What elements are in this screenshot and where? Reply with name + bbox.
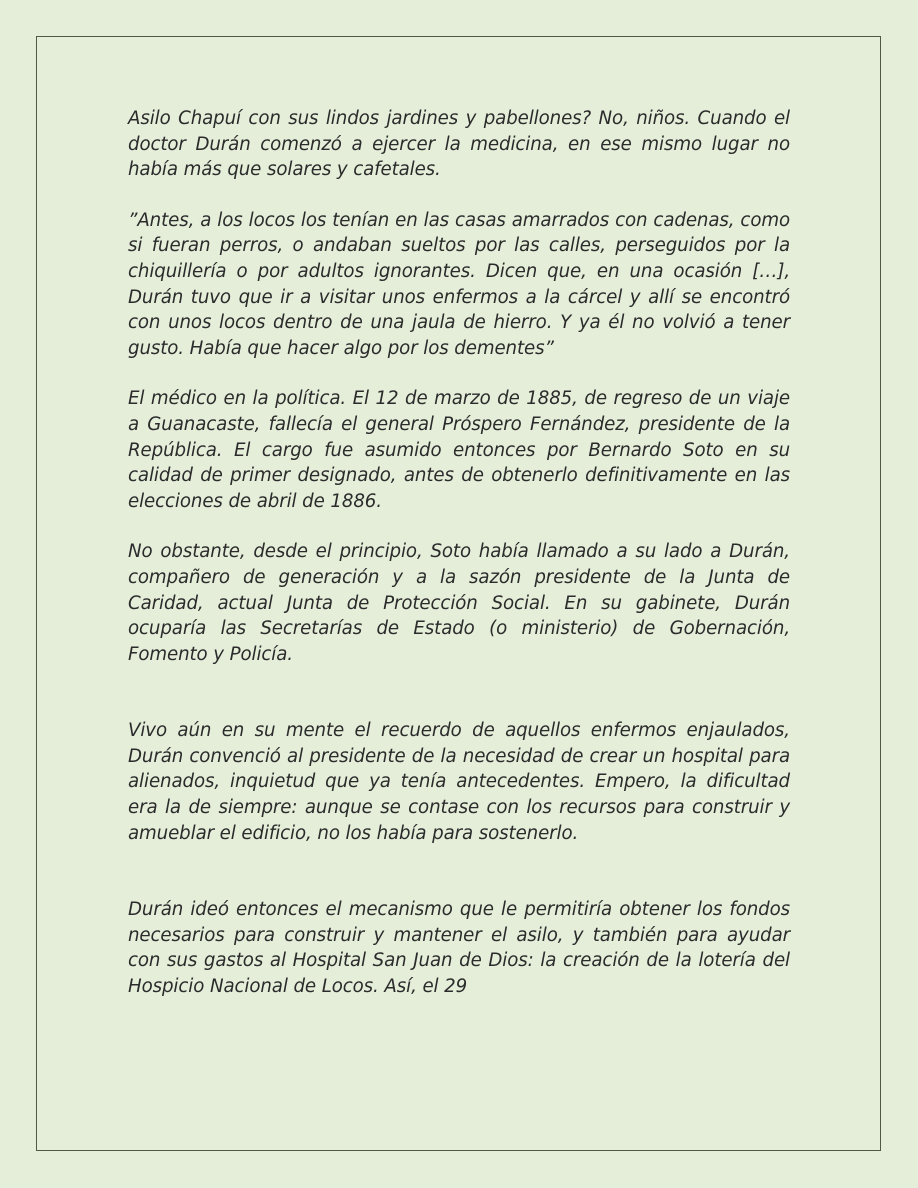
paragraph-asilo-chapui: Asilo Chapuí con sus lindos jardines y pabellones? No, niños. Cuando el doctor Durán comenzó a ejercer la medicina, en ese mismo lugar no había más que solares y cafetales. bbox=[128, 108, 790, 181]
paragraph-medico-politica: El médico en la política. El 12 de marzo de 1885, de regreso de un viaje a Guanacaste, fallecía el general Próspero Fernández, presidente de la República. El cargo fue asumido entonces por Bernardo Soto en su calidad de primer designado, antes de obtenerlo definitivamente en las elecciones de abril de 1886. bbox=[128, 388, 790, 512]
paragraph-soto-duran: No obstante, desde el principio, Soto había llamado a su lado a Durán, compañero de generación y a la sazón presidente de la Junta de Caridad, actual Junta de Protección Social. En su gabinete, Durán ocuparía las Secretarías de Estado (o ministerio) de Gobernación, Fomento y Policía. bbox=[128, 541, 790, 665]
paragraph-loteria: Durán ideó entonces el mecanismo que le permitiría obtener los fondos necesarios para construir y mantener el asilo, y también para ayudar con sus gastos al Hospital San Juan de Dios: la creación de la lotería del Hospicio Nacional de Locos. Así, el 29 bbox=[128, 899, 790, 998]
document-body bbox=[128, 106, 790, 1000]
paragraph-quote-locos: ”Antes, a los locos los tenían en las casas amarrados con cadenas, como si fueran perros, o andaban sueltos por las calles, perseguidos por la chiquillería o por adultos ignorantes. Dicen que, en una ocasión […], Durán tuvo que ir a visitar unos enfermos a la cárcel y allí se encontró con unos locos dentro de una jaula de hierro. Y ya él no volvió a tener gusto. Había que hacer algo por los dementes” bbox=[128, 209, 790, 359]
paragraph-hospital-alienados: Vivo aún en su mente el recuerdo de aquellos enfermos enjaulados, Durán convenció al presidente de la necesidad de crear un hospital para alienados, inquietud que ya tenía antecedentes. Empero, la dificultad era la de siempre: aunque se contase con los recursos para construir y amueblar el edificio, no los había para sostenerlo. bbox=[128, 720, 790, 844]
